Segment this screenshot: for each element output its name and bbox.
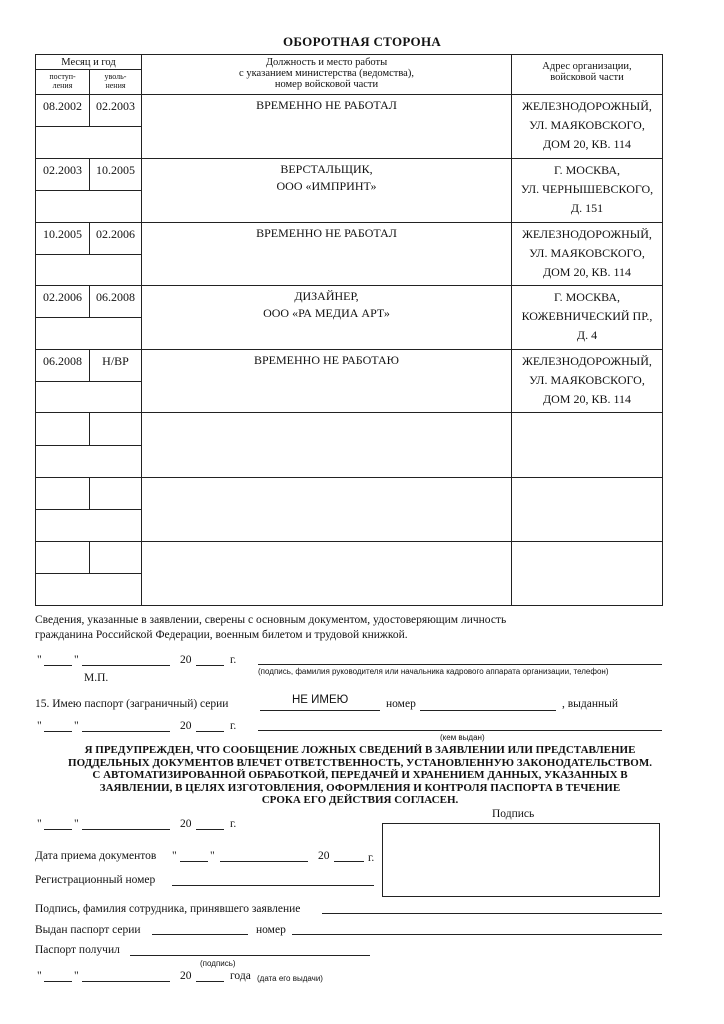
passport-month-line[interactable]	[82, 731, 170, 732]
cell-empty	[36, 191, 142, 223]
cell-hired-date: 02.2006	[36, 286, 90, 318]
signature-box-label: Подпись	[492, 808, 535, 820]
cell-position	[142, 542, 512, 606]
passport-day-line[interactable]	[44, 731, 72, 732]
cell-address: ЖЕЛЕЗНОДОРОЖНЫЙ, УЛ. МАЯКОВСКОГО, ДОМ 20, КВ. 114	[512, 350, 663, 413]
warning-line: СРОКА ЕГО ДЕЙСТВИЯ СОГЛАСЕН.	[261, 794, 459, 806]
cell-address	[512, 478, 663, 542]
applicant-date-quote-close: "	[74, 818, 79, 830]
intake-year-prefix: 20	[318, 850, 330, 862]
received-signature-caption: (подпись)	[200, 959, 236, 968]
year-line[interactable]	[196, 665, 224, 666]
stamp-label: М.П.	[84, 672, 109, 684]
passport-year-suffix: г.	[230, 720, 237, 732]
cell-empty	[36, 382, 142, 413]
table-row	[36, 159, 663, 191]
passport-series-line[interactable]	[260, 710, 380, 711]
cell-position: ВРЕМЕННО НЕ РАБОТАЛ	[142, 223, 512, 286]
day-line[interactable]	[44, 665, 72, 666]
intake-year-suffix: г.	[368, 852, 375, 864]
date-quote-close: "	[74, 654, 79, 666]
passport-label: 15. Имею паспорт (заграничный) серии	[35, 698, 229, 710]
cell-position: ВРЕМЕННО НЕ РАБОТАЛ	[142, 95, 512, 159]
manager-signature-line[interactable]	[258, 664, 662, 665]
employee-signature-label: Подпись, фамилия сотрудника, принявшего заявление	[35, 903, 301, 915]
cell-hired-date: 06.2008	[36, 350, 90, 382]
cell-hired-date: 08.2002	[36, 95, 90, 127]
applicant-month-line[interactable]	[82, 829, 170, 830]
table-row	[36, 95, 663, 127]
cell-fired-date: 10.2005	[90, 159, 142, 191]
received-year-word: года	[230, 970, 251, 982]
cell-position	[142, 413, 512, 478]
issued-series-line[interactable]	[152, 934, 248, 935]
passport-issued-label: , выданный	[562, 698, 619, 710]
cell-position: ДИЗАЙНЕР, ООО «РА МЕДИА АРТ»	[142, 286, 512, 350]
cell-fired-date: 02.2006	[90, 223, 142, 255]
applicant-year-prefix: 20	[180, 818, 192, 830]
reg-number-line[interactable]	[172, 885, 374, 886]
cell-hired-date: 10.2005	[36, 223, 90, 255]
intake-quote-close: "	[210, 850, 215, 862]
applicant-date-quote-open: "	[37, 818, 42, 830]
received-quote-open: "	[37, 970, 42, 982]
table-row	[36, 478, 663, 510]
employment-table	[35, 54, 663, 606]
header-address: Адрес организации, войсковой части	[512, 55, 663, 95]
received-signature-line[interactable]	[130, 955, 370, 956]
cell-hired-date	[36, 542, 90, 574]
received-year-line[interactable]	[196, 981, 224, 982]
table-row	[36, 350, 663, 382]
table-row	[36, 542, 663, 574]
intake-date-label: Дата приема документов	[35, 850, 157, 862]
cell-empty	[36, 255, 142, 286]
issued-number-label: номер	[256, 924, 286, 936]
applicant-year-line[interactable]	[196, 829, 224, 830]
issued-by-caption: (кем выдан)	[440, 733, 485, 742]
cell-empty	[36, 446, 142, 478]
issued-by-line[interactable]	[258, 730, 662, 731]
cell-empty	[36, 127, 142, 159]
intake-month-line[interactable]	[220, 861, 308, 862]
applicant-signature-box[interactable]	[382, 823, 660, 897]
warning-line: С АВТОМАТИЗИРОВАННОЙ ОБРАБОТКОЙ, ПЕРЕДАЧЕЙ И ХРАНЕНИЕМ ДАННЫХ, УКАЗАННЫХ В	[92, 769, 628, 781]
received-quote-close: "	[74, 970, 79, 982]
issued-series-label: Выдан паспорт серии	[35, 924, 141, 936]
header-position: Должность и место работы с указанием министерства (ведомства), номер войсковой части	[142, 55, 512, 95]
passport-series-value: НЕ ИМЕЮ	[292, 694, 349, 706]
page-title: ОБОРОТНАЯ СТОРОНА	[282, 34, 442, 49]
passport-date-quote-open: "	[37, 720, 42, 732]
applicant-day-line[interactable]	[44, 829, 72, 830]
cell-empty	[36, 574, 142, 606]
cell-fired-date	[90, 478, 142, 510]
issue-date-caption: (дата его выдачи)	[257, 974, 323, 983]
passport-number-label: номер	[386, 698, 416, 710]
intake-quote-open: "	[172, 850, 177, 862]
table-row	[36, 223, 663, 255]
warning-line: Я ПРЕДУПРЕЖДЕН, ЧТО СООБЩЕНИЕ ЛОЖНЫХ СВЕДЕНИЙ В ЗАЯВЛЕНИИ ИЛИ ПРЕДСТАВЛЕНИЕ	[84, 744, 636, 756]
header-hired: поступ- ления	[36, 70, 90, 95]
intake-day-line[interactable]	[180, 861, 208, 862]
cell-position: ВРЕМЕННО НЕ РАБОТАЮ	[142, 350, 512, 413]
month-line[interactable]	[82, 665, 170, 666]
cell-address: Г. МОСКВА, КОЖЕВНИЧЕСКИЙ ПР., Д. 4	[512, 286, 663, 350]
year-prefix: 20	[180, 654, 192, 666]
year-suffix: г.	[230, 654, 237, 666]
cell-hired-date: 02.2003	[36, 159, 90, 191]
table-row	[36, 286, 663, 318]
intake-year-line[interactable]	[334, 861, 364, 862]
received-day-line[interactable]	[44, 981, 72, 982]
manager-signature-caption: (подпись, фамилия руководителя или начальника кадрового аппарата организации, телефон)	[258, 667, 609, 676]
verification-text-line2: гражданина Российской Федерации, военным билетом и трудовой книжкой.	[35, 629, 408, 641]
warning-line: ПОДДЕЛЬНЫХ ДОКУМЕНТОВ ВЛЕЧЕТ ОТВЕТСТВЕННОСТЬ, УСТАНОВЛЕННУЮ ЗАКОНОДАТЕЛЬСТВОМ.	[68, 756, 652, 769]
cell-empty	[36, 318, 142, 350]
received-label: Паспорт получил	[35, 944, 120, 956]
table-row	[36, 413, 663, 446]
cell-empty	[36, 510, 142, 542]
warning-text	[40, 744, 680, 807]
cell-address: ЖЕЛЕЗНОДОРОЖНЫЙ, УЛ. МАЯКОВСКОГО, ДОМ 20, КВ. 114	[512, 95, 663, 159]
employee-signature-line[interactable]	[322, 913, 662, 914]
verification-text-line1: Сведения, указанные в заявлении, сверены с основным документом, удостоверяющим личность	[35, 614, 507, 626]
date-quote-open: "	[37, 654, 42, 666]
reg-number-label: Регистрационный номер	[35, 874, 156, 886]
cell-fired-date: Н/ВР	[90, 350, 142, 382]
cell-fired-date: 06.2008	[90, 286, 142, 318]
header-month-year: Месяц и год	[36, 55, 142, 70]
cell-position: ВЕРСТАЛЬЩИК, ООО «ИМПРИНТ»	[142, 159, 512, 223]
passport-year-prefix: 20	[180, 720, 192, 732]
applicant-year-suffix: г.	[230, 818, 237, 830]
cell-address	[512, 542, 663, 606]
cell-address: ЖЕЛЕЗНОДОРОЖНЫЙ, УЛ. МАЯКОВСКОГО, ДОМ 20, КВ. 114	[512, 223, 663, 286]
cell-fired-date	[90, 413, 142, 446]
received-year-prefix: 20	[180, 970, 192, 982]
received-month-line[interactable]	[82, 981, 170, 982]
cell-address	[512, 413, 663, 478]
warning-line: ЗАЯВЛЕНИИ, В ЦЕЛЯХ ИЗГОТОВЛЕНИЯ, ОФОРМЛЕНИЯ И КОНТРОЛЯ ПАСПОРТА В ТЕЧЕНИЕ	[99, 781, 621, 794]
cell-fired-date	[90, 542, 142, 574]
header-fired: уволь- нения	[90, 70, 142, 95]
cell-address: Г. МОСКВА, УЛ. ЧЕРНЫШЕВСКОГО, Д. 151	[512, 159, 663, 223]
issued-number-line[interactable]	[292, 934, 662, 935]
passport-year-line[interactable]	[196, 731, 224, 732]
passport-date-quote-close: "	[74, 720, 79, 732]
cell-fired-date: 02.2003	[90, 95, 142, 127]
cell-hired-date	[36, 413, 90, 446]
passport-number-line[interactable]	[420, 710, 556, 711]
cell-position	[142, 478, 512, 542]
cell-hired-date	[36, 478, 90, 510]
